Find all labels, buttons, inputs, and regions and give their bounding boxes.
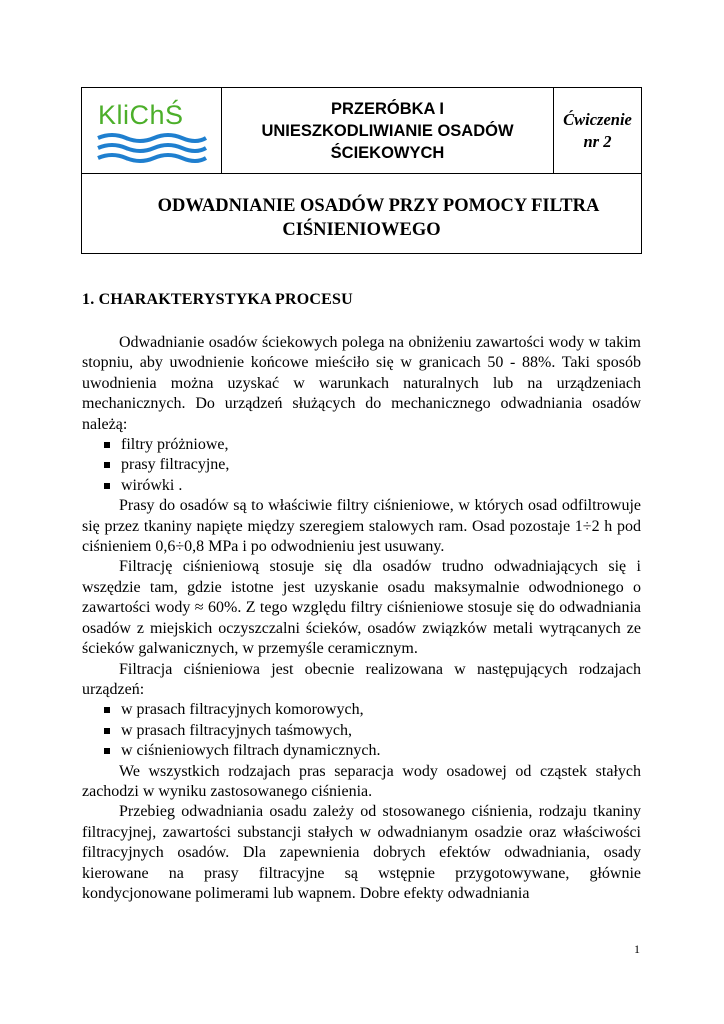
list-item (102, 721, 641, 741)
list-item (102, 700, 641, 720)
exercise-label: Ćwiczenie (563, 109, 632, 129)
list-item (102, 741, 641, 761)
bullet-square-icon (104, 728, 110, 734)
paragraph: Przebieg odwadniania osadu zależy od stosowanego ciśnienia, rodzaju tkaniny filtracyjnej, zawartości substancji stałych w odwadnianym osadzie oraz właściwości filtracyjnych osadów. Dla zapewnienia dobrych efektów odwadniania, osady kierowane na prasy filtracyjne są wstępnie przygotowywane, głównie kondycjonowane polimerami lub wapnem. Dobre efekty odwadniania (82, 803, 641, 902)
list-item-text: w ciśnieniowych filtrach dynamicznych. (121, 742, 381, 760)
section-heading: 1. CHARAKTERYSTYKA PROCESU (82, 291, 353, 308)
page-number: 1 (634, 942, 640, 956)
list-item (102, 455, 641, 475)
logo-cell (82, 88, 222, 173)
paragraph: Odwadnianie osadów ściekowych polega na obniżeniu zawartości wody w takim stopniu, aby uwodnienie końcowe mieściło się w granicach 50 - 88%. Taki sposób uwodnienia można uzyskać w warunkach naturalnych lub na urządzeniach mechanicznych. Do urządzeń służących do mechanicznego odwadniania osadów należą: (82, 334, 641, 433)
exercise-title-line: CIŚNIENIOWEGO (282, 220, 441, 240)
list-item-text: wirówki . (121, 476, 183, 494)
course-title-cell (222, 88, 554, 173)
bullet-square-icon (104, 462, 110, 468)
waves-logo-icon (96, 132, 208, 168)
list-item-text: filtry próżniowe, (121, 436, 229, 454)
bullet-list (82, 435, 641, 496)
list-item (102, 476, 641, 496)
paragraph: Filtrację ciśnieniową stosuje się dla osadów trudno odwadniających się i wszędzie tam, gdzie istotne jest uzyskanie osadu maksymalnie odwodnionego o zawartości wody ≈ 60%. Z tego względu filtry ciśnieniowe stosuje się do odwadniania osadów z miejskich oczyszczalni ścieków, osadów związków metali wytrącanych ze ścieków galwanicznych, w przemyśle ceramicznym. (82, 558, 641, 658)
list-item-text: w prasach filtracyjnych taśmowych, (121, 721, 353, 739)
list-item (102, 435, 641, 455)
exercise-cell (554, 88, 641, 173)
bullet-square-icon (104, 707, 110, 713)
bullet-square-icon (104, 748, 110, 754)
exercise-number: nr 2 (583, 131, 612, 151)
bullet-square-icon (104, 483, 110, 489)
header-top-row (82, 88, 641, 174)
paragraph: Filtracja ciśnieniowa jest obecnie realizowana w następujących rodzajach urządzeń: (82, 660, 641, 698)
list-item-text: prasy filtracyjne, (121, 456, 230, 474)
bullet-list (82, 700, 641, 761)
paragraph: We wszystkich rodzajach pras separacja wody osadowej od cząstek stałych zachodzi w wyniku zastosowanego ciśnienia. (82, 762, 641, 800)
course-title-line: PRZERÓBKA I (330, 99, 445, 118)
bullet-square-icon (104, 442, 110, 448)
logo-wordmark: KliChŚ (98, 100, 184, 130)
course-title-line: UNIESZKODLIWIANIE OSADÓW (261, 121, 514, 140)
header-table (81, 87, 642, 254)
course-title-line: ŚCIEKOWYCH (330, 143, 445, 162)
body-text (82, 333, 641, 904)
paragraph: Prasy do osadów są to właściwie filtry ciśnieniowe, w których osad odfiltrowuje się przez tkaniny napięte między szeregiem stalowych ram. Osad pozostaje 1÷2 h pod ciśnieniem 0,6÷0,8 MPa i po odwodnieniu jest usuwany. (82, 497, 641, 556)
exercise-title-line: ODWADNIANIE OSADÓW PRZY POMOCY FILTRA (157, 196, 600, 216)
list-item-text: w prasach filtracyjnych komorowych, (121, 701, 364, 719)
exercise-title (82, 194, 641, 242)
